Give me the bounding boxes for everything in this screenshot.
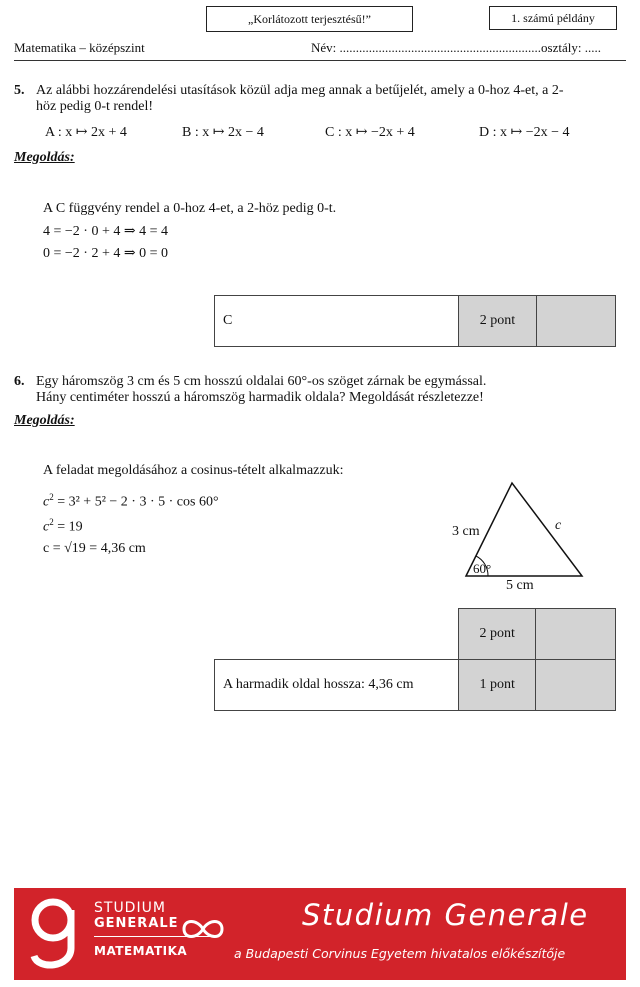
q5-option-b: B : x ↦ 2x − 4 xyxy=(182,125,264,140)
q6-eq2-lhs: c xyxy=(43,519,50,535)
footer-banner xyxy=(14,888,626,980)
sample-label: 1. számú példány xyxy=(511,11,595,25)
q6-eq2-rhs: = 19 xyxy=(53,519,83,535)
name-field: Név: ..............................................................osztály: ..... xyxy=(311,40,601,55)
q6-points1-cell: 2 pont xyxy=(459,609,536,660)
triangle-side-b: 5 cm xyxy=(506,578,534,593)
q6-eq1-rhs: = 3² + 5² − 2 · 3 · 5 · cos 60° xyxy=(53,494,219,510)
footer-title: Studium Generale xyxy=(302,898,589,932)
q5-answer-cell: C xyxy=(215,296,459,347)
studium-logo-icon xyxy=(26,896,80,976)
q5-equation-2: 0 = −2 · 2 + 4 ⇒ 0 = 0 xyxy=(43,246,168,261)
q6-equation-1: $c^2 = 3^2 + 5^2 - 2 \cdot 3 \cdot 5 \cdot \cos 60^\circ$ xyxy=(43,492,219,510)
triangle-side-a: 3 cm xyxy=(452,524,480,539)
logo-text-studium: STUDIUM xyxy=(94,900,166,916)
subject-label: Matematika – középszint xyxy=(14,40,145,55)
q5-equation-1: 4 = −2 · 0 + 4 ⇒ 4 = 4 xyxy=(43,224,168,239)
q5-option-a: A : x ↦ 2x + 4 xyxy=(45,125,127,140)
q6-eq1-lhs: c xyxy=(43,494,50,510)
q6-equation-2: $c^2 = 19$ xyxy=(43,517,83,535)
sample-label-box xyxy=(489,6,617,30)
q6-solution-text: A feladat megoldásához a cosinus-tételt alkalmazzuk: xyxy=(43,463,344,478)
q5-solution-heading: Megoldás: xyxy=(14,150,75,165)
q6-text-line1: Egy háromszög 3 cm és 5 cm hosszú oldalai 60°-os szöget zárnak be egymással. xyxy=(36,374,487,389)
logo-text-matematika: MATEMATIKA xyxy=(94,944,188,958)
q5-solution-text: A C függvény rendel a 0-hoz 4-et, a 2-höz pedig 0-t. xyxy=(43,201,337,216)
q6-number: 6. xyxy=(14,374,25,389)
q6-empty-cell xyxy=(215,609,459,660)
triangle-angle: 60° xyxy=(473,561,492,576)
q5-score-cell xyxy=(536,296,615,347)
q6-text-line2: Hány centiméter hosszú a háromszög harmadik oldala? Megoldását részletezze! xyxy=(36,390,484,405)
triangle-diagram xyxy=(440,476,600,594)
q5-number: 5. xyxy=(14,83,25,98)
q5-points-cell: 2 pont xyxy=(459,296,536,347)
q6-answer-cell: A harmadik oldal hossza: 4,36 cm xyxy=(215,660,459,711)
footer-subtitle: a Budapesti Corvinus Egyetem hivatalos előkészítője xyxy=(234,946,566,961)
infinity-icon xyxy=(180,916,226,942)
q6-equation-3: c = √19 = 4,36 cm xyxy=(43,541,146,556)
q5-option-d: D : x ↦ −2x − 4 xyxy=(479,125,570,140)
restricted-label: „Korlátozott terjesztésű!” xyxy=(248,12,371,26)
triangle-side-c: c xyxy=(555,518,562,533)
logo-text-generale: GENERALE xyxy=(94,916,179,931)
q6-solution-heading: Megoldás: xyxy=(14,413,75,428)
q5-text-line2: höz pedig 0-t rendel! xyxy=(36,99,154,114)
q6-points2-cell: 1 pont xyxy=(459,660,536,711)
q5-score-table xyxy=(214,295,616,347)
q5-text-line1: Az alábbi hozzárendelési utasítások közül adja meg annak a betűjelét, amely a 0-hoz 4-et, a 2- xyxy=(36,83,564,98)
q5-option-c: C : x ↦ −2x + 4 xyxy=(325,125,415,140)
q6-score1-cell xyxy=(536,609,616,660)
q6-score2-cell xyxy=(536,660,616,711)
q6-score-table xyxy=(214,608,616,711)
header-rule xyxy=(14,60,626,61)
restricted-label-box xyxy=(206,6,413,32)
